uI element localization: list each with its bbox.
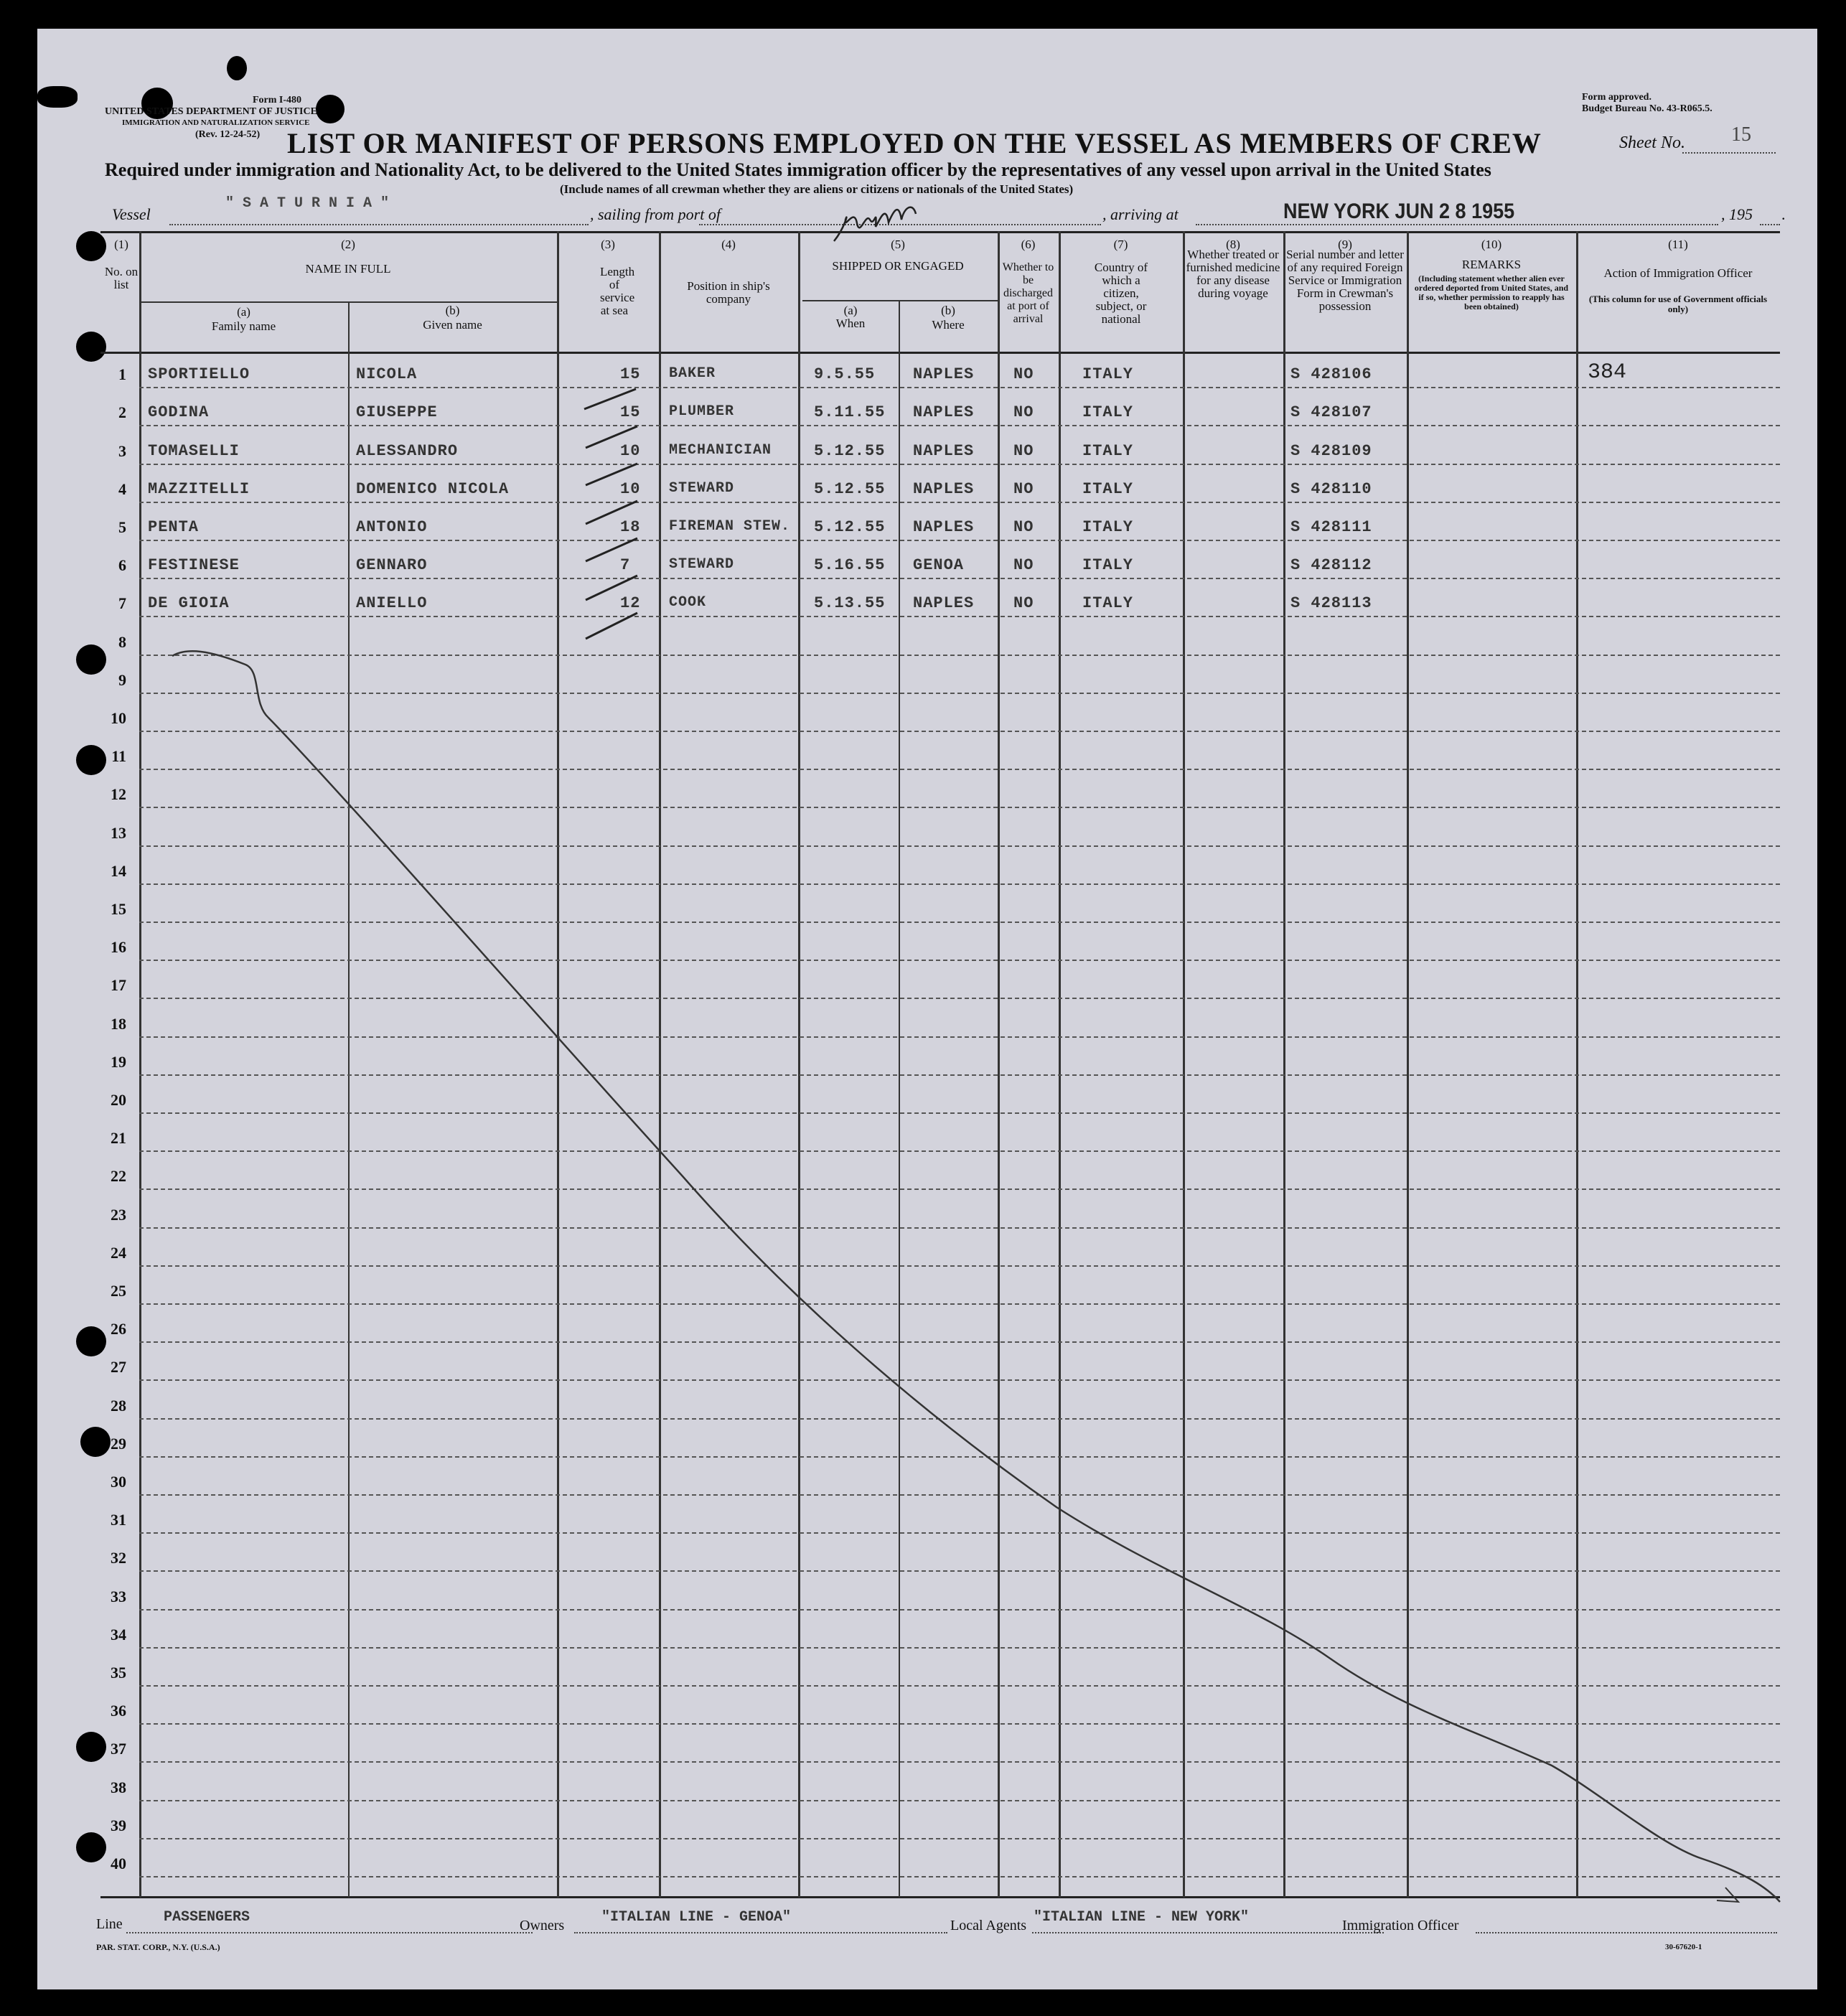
row-number: 27	[111, 1358, 126, 1377]
row-number: 20	[111, 1091, 126, 1109]
cell-country: ITALY	[1082, 441, 1134, 460]
col5a-num: (a)	[843, 304, 858, 317]
cell-family: MAZZITELLI	[148, 479, 250, 498]
col8-label: Whether treated or furnished medicine for any disease during voyage	[1186, 248, 1280, 300]
cell-where: NAPLES	[913, 441, 975, 460]
cell-position: FIREMAN STEW.	[669, 518, 791, 535]
row-number: 35	[111, 1664, 126, 1682]
cell-service: 12	[620, 594, 641, 613]
cell-position: PLUMBER	[669, 403, 735, 421]
cell-where: GENOA	[913, 556, 965, 575]
line-value: PASSENGERS	[164, 1909, 250, 1926]
owners-label: Owners	[520, 1918, 565, 1933]
cell-discharged: NO	[1013, 365, 1034, 384]
cell-family: SPORTIELLO	[148, 365, 250, 384]
cell-when: 5.13.55	[814, 594, 886, 613]
year-label: , 195	[1721, 205, 1753, 223]
page-title: LIST OR MANIFEST OF PERSONS EMPLOYED ON THE VESSEL AS MEMBERS OF CREW	[287, 127, 1542, 159]
row-number: 18	[111, 1014, 126, 1033]
cell-serial: S 428109	[1290, 441, 1372, 460]
cell-serial: S 428106	[1290, 365, 1372, 384]
cell-when: 5.16.55	[814, 556, 886, 575]
arriving-label: , arriving at	[1102, 205, 1179, 223]
row-number: 31	[111, 1511, 126, 1529]
cell-when: 9.5.55	[814, 365, 876, 384]
row-number: 10	[111, 709, 126, 727]
row-number: 37	[111, 1740, 126, 1758]
col2-num: (2)	[341, 238, 355, 251]
row-number: 9	[118, 670, 126, 689]
form-number: Form I-480	[253, 95, 302, 106]
department: UNITED STATES DEPARTMENT OF JUSTICE	[105, 106, 317, 117]
col2-label: NAME IN FULL	[305, 262, 391, 276]
row-number: 14	[111, 861, 126, 880]
cell-where: NAPLES	[913, 403, 975, 422]
col6-num: (6)	[1021, 238, 1036, 251]
sheet-number: 15	[1731, 123, 1751, 146]
cancellation-line	[37, 29, 1817, 1989]
row-number: 33	[111, 1587, 126, 1605]
cell-service: 10	[620, 479, 641, 498]
cell-where: NAPLES	[913, 479, 975, 498]
row-number: 6	[118, 556, 126, 575]
cell-given: ANIELLO	[356, 594, 428, 613]
form-code: 30-67620-1	[1665, 1943, 1702, 1951]
owners-value: "ITALIAN LINE - GENOA"	[601, 1909, 792, 1926]
sailing-label: , sailing from port of	[590, 205, 721, 223]
col7-label: Country of which a citizen, subject, or national	[1094, 261, 1148, 326]
row-number: 8	[118, 632, 126, 651]
row-number: 28	[111, 1396, 126, 1415]
col9-label: Serial number and letter of any required Foreign Service or Immigration Form in Crewman's possession	[1286, 248, 1404, 313]
cell-service: 15	[620, 365, 641, 384]
row-number: 38	[111, 1778, 126, 1796]
row-number: 1	[118, 365, 126, 384]
cell-service: 15	[620, 403, 641, 422]
col4-label: Position in ship's company	[687, 279, 770, 306]
col8-num: (8)	[1226, 238, 1240, 251]
cell-country: ITALY	[1082, 556, 1134, 575]
row-number: 12	[111, 785, 126, 804]
cell-service: 18	[620, 518, 641, 536]
cell-position: COOK	[669, 594, 707, 611]
cell-discharged: NO	[1013, 403, 1034, 422]
row-number: 39	[111, 1816, 126, 1834]
col9-num: (9)	[1338, 238, 1352, 251]
officer-label: Immigration Officer	[1342, 1918, 1459, 1933]
row-number: 2	[118, 403, 126, 422]
cell-position: STEWARD	[669, 556, 735, 573]
vessel-name: " S A T U R N I A "	[225, 195, 390, 212]
row-number: 19	[111, 1052, 126, 1071]
budget-bureau: Budget Bureau No. 43-R065.5.	[1582, 103, 1713, 114]
col1-label: No. on list	[104, 265, 139, 291]
col5b-label: Where	[932, 318, 965, 332]
cell-where: NAPLES	[913, 594, 975, 613]
manifest-sheet	[37, 29, 1817, 1989]
row-number: 13	[111, 823, 126, 842]
row-number: 21	[111, 1129, 126, 1148]
col2b-label: Given name	[423, 318, 482, 332]
cell-serial: S 428111	[1290, 518, 1372, 536]
cell-serial: S 428110	[1290, 479, 1372, 498]
row-number: 4	[118, 479, 126, 498]
row-number: 25	[111, 1282, 126, 1300]
col7-num: (7)	[1113, 238, 1128, 251]
col10-num: (10)	[1481, 238, 1502, 251]
cell-position: BAKER	[669, 365, 716, 383]
col11-label: Action of Immigration Officer	[1603, 266, 1753, 280]
cell-family: FESTINESE	[148, 556, 240, 575]
row-number: 15	[111, 900, 126, 918]
service: IMMIGRATION AND NATURALIZATION SERVICE	[122, 118, 310, 127]
cell-serial: S 428112	[1290, 556, 1372, 575]
cell-country: ITALY	[1082, 518, 1134, 536]
cell-country: ITALY	[1082, 479, 1134, 498]
cell-given: ALESSANDRO	[356, 441, 459, 460]
row-number: 30	[111, 1473, 126, 1491]
row-number: 17	[111, 976, 126, 995]
arrival-stamp: NEW YORK JUN 2 8 1955	[1283, 200, 1515, 223]
cell-discharged: NO	[1013, 479, 1034, 498]
cell-family: DE GIOIA	[148, 594, 230, 613]
cell-where: NAPLES	[913, 365, 975, 384]
col10-label: REMARKS	[1461, 258, 1522, 271]
row-number: 26	[111, 1320, 126, 1338]
printer-note: PAR. STAT. CORP., N.Y. (U.S.A.)	[96, 1942, 220, 1952]
col1-num: (1)	[114, 238, 128, 251]
officer-annotation: 384	[1588, 360, 1627, 385]
agents-value: "ITALIAN LINE - NEW YORK"	[1034, 1909, 1250, 1926]
col5-num: (5)	[891, 238, 905, 251]
cell-discharged: NO	[1013, 594, 1034, 613]
cell-given: DOMENICO NICOLA	[356, 479, 510, 498]
row-number: 16	[111, 938, 126, 957]
col5b-num: (b)	[941, 304, 955, 317]
form-approved: Form approved.	[1582, 92, 1651, 103]
col11-num: (11)	[1668, 238, 1688, 251]
col2a-num: (a)	[237, 305, 250, 319]
col3-label: Length of service at sea	[600, 265, 635, 317]
col2a-label: Family name	[211, 319, 276, 333]
row-number: 32	[111, 1549, 126, 1567]
cell-discharged: NO	[1013, 556, 1034, 575]
cell-country: ITALY	[1082, 365, 1134, 384]
col10-sub: (Including statement whether alien ever ordered deported from United States, and if so, whether permission to reapply has been obtained)	[1414, 273, 1569, 311]
row-number: 24	[111, 1243, 126, 1262]
cell-where: NAPLES	[913, 518, 975, 536]
cell-when: 5.12.55	[814, 441, 886, 460]
cell-country: ITALY	[1082, 403, 1134, 422]
row-number: 3	[118, 441, 126, 460]
agents-label: Local Agents	[950, 1918, 1027, 1933]
col2b-num: (b)	[445, 304, 460, 317]
col4-num: (4)	[721, 238, 736, 251]
cell-when: 5.11.55	[814, 403, 886, 422]
col6-label: Whether to be discharged at port of arrival	[1002, 261, 1054, 325]
col3-num: (3)	[601, 238, 615, 251]
col5-label: SHIPPED OR ENGAGED	[832, 259, 964, 273]
col5a-label: When	[835, 317, 866, 330]
row-number: 29	[111, 1434, 126, 1453]
vessel-label: Vessel	[112, 205, 151, 223]
cell-given: NICOLA	[356, 365, 418, 384]
cell-discharged: NO	[1013, 441, 1034, 460]
row-number: 40	[111, 1855, 126, 1872]
cell-serial: S 428113	[1290, 594, 1372, 613]
cell-service: 7	[620, 556, 631, 575]
col11-sub: (This column for use of Government officials only)	[1588, 294, 1768, 314]
sheet-label: Sheet No.	[1619, 133, 1685, 152]
cell-given: GIUSEPPE	[356, 403, 438, 422]
cell-serial: S 428107	[1290, 403, 1372, 422]
cell-service: 10	[620, 441, 641, 460]
revision: (Rev. 12-24-52)	[195, 129, 261, 140]
cell-given: ANTONIO	[356, 518, 428, 536]
year-suffix: .	[1781, 205, 1786, 223]
cell-when: 5.12.55	[814, 518, 886, 536]
row-number: 23	[111, 1205, 126, 1224]
line-label: Line	[96, 1916, 123, 1932]
row-number: 22	[111, 1167, 126, 1186]
row-number: 7	[118, 594, 126, 613]
cell-given: GENNARO	[356, 556, 428, 575]
cell-family: TOMASELLI	[148, 441, 240, 460]
row-number: 36	[111, 1702, 126, 1720]
cell-when: 5.12.55	[814, 479, 886, 498]
row-number: 5	[118, 518, 126, 536]
cell-discharged: NO	[1013, 518, 1034, 536]
subtitle: Required under immigration and Nationality Act, to be delivered to the United States immigration officer by the representatives of any vessel upon arrival in the United States	[105, 159, 1491, 180]
row-number: 34	[111, 1625, 126, 1644]
include-note: (Include names of all crewman whether they are aliens or citizens or nationals of the United States)	[560, 182, 1074, 196]
cell-family: GODINA	[148, 403, 210, 422]
cell-position: MECHANICIAN	[669, 441, 772, 459]
cell-family: PENTA	[148, 518, 200, 536]
row-number: 11	[111, 747, 126, 766]
cell-country: ITALY	[1082, 594, 1134, 613]
cell-position: STEWARD	[669, 479, 735, 497]
